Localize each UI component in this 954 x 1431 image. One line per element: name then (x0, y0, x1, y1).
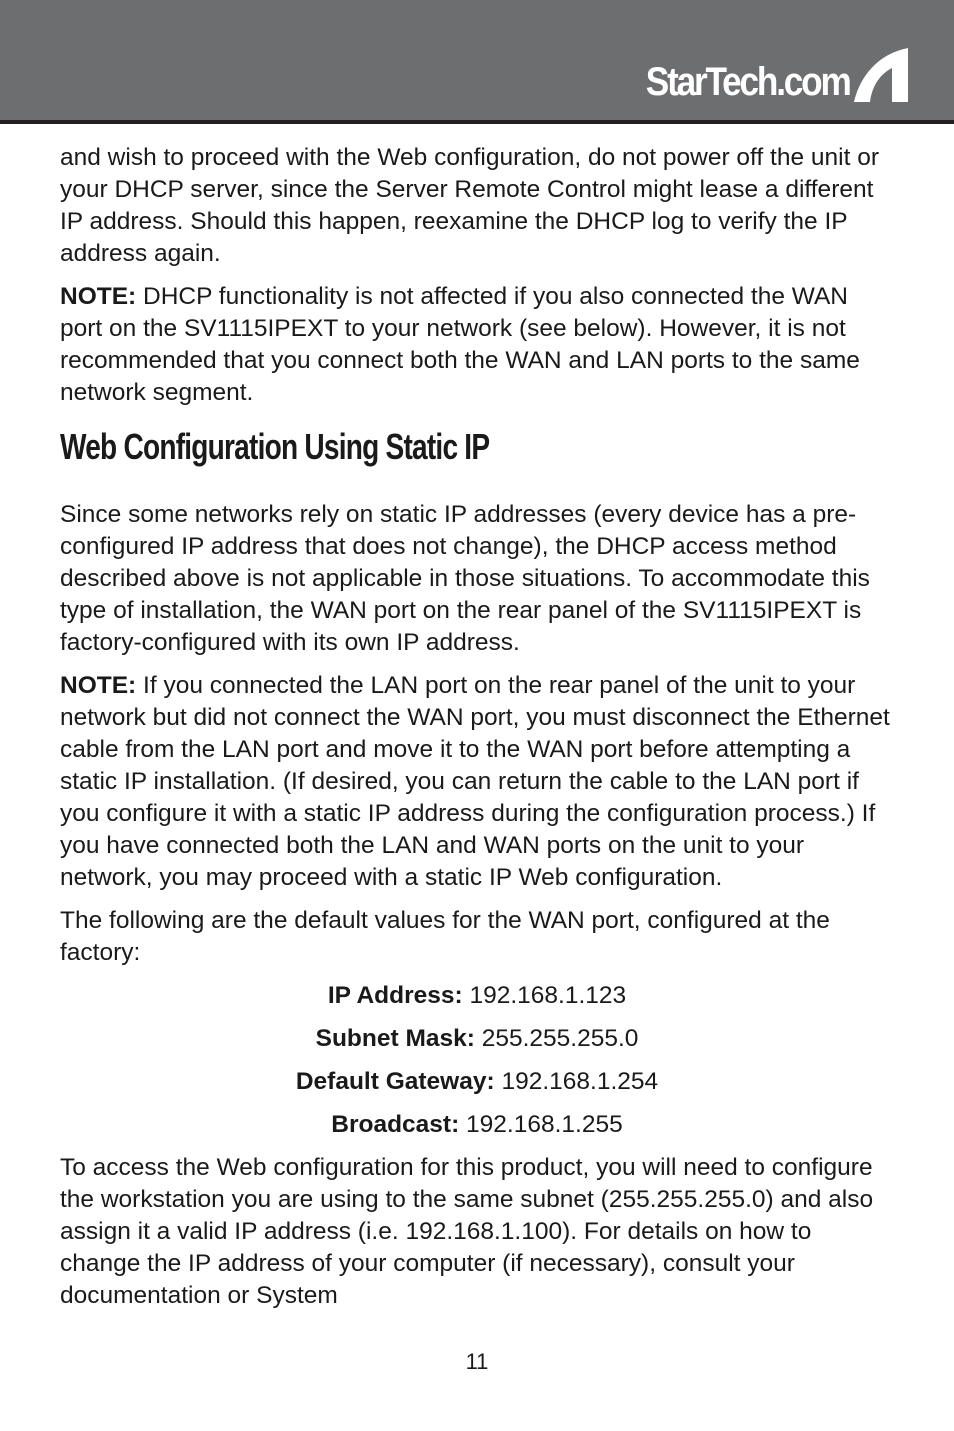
default-value: 192.168.1.255 (459, 1111, 623, 1138)
logo-text: StarTech.com (646, 60, 850, 104)
note-static-ip (60, 670, 894, 894)
note-label: NOTE: (60, 672, 137, 699)
default-value: 192.168.1.123 (462, 982, 627, 1009)
page-content (60, 142, 894, 1323)
paragraph-dhcp-continued: and wish to proceed with the Web configuration, do not power off the unit or your DHCP server, since the Server Remote Control might lease a different IP address. Should this happen, reexamine the DHCP log to verify the IP address again. (60, 144, 879, 267)
note-text: DHCP functionality is not affected if you also connected the WAN port on the SV1115IPEXT to your network (see below). However, it is not recommended that you connect both the WAN and LAN ports to the same network segment. (60, 283, 860, 406)
note-text: If you connected the LAN port on the rear panel of the unit to your network but did not connect the WAN port, you must disconnect the Ethernet cable from the LAN port and move it to the WAN port before attempting a static IP installation. (If desired, you can return the cable to the LAN port if you configure it with a static IP address during the configuration process.) If you have connected both the LAN and WAN ports on the unit to your network, you may proceed with a static IP Web configuration. (60, 672, 890, 891)
default-ip-address (60, 980, 894, 1012)
paragraph-access-web-config: To access the Web configuration for this product, you will need to configure the workstation you are using to the same subnet (255.255.255.0) and also assign it a valid IP address (i.e. 192.168.1.100). For details on how to change the IP address of your computer (if necessary), consult your documentation or System (60, 1154, 874, 1309)
default-broadcast (60, 1109, 894, 1141)
logo-swoosh-icon (852, 46, 910, 104)
startech-logo (618, 44, 910, 104)
note-label: NOTE: (60, 283, 137, 310)
section-heading: Web Configuration Using Static IP (60, 426, 490, 467)
default-label: Default Gateway: (295, 1068, 495, 1095)
header-rule (0, 120, 954, 124)
paragraph-static-ip: Since some networks rely on static IP addresses (every device has a pre-configured IP address that does not change), the DHCP access method described above is not applicable in those situations. To accommodate this type of installation, the WAN port on the rear panel of the SV1115IPEXT is factory-configured with its own IP address. (60, 501, 870, 656)
default-label: Subnet Mask: (315, 1025, 475, 1052)
default-label: Broadcast: (331, 1111, 460, 1138)
default-subnet-mask (60, 1023, 894, 1055)
paragraph-defaults-intro: The following are the default values for the WAN port, configured at the factory: (60, 907, 830, 966)
default-gateway (60, 1066, 894, 1098)
note-dhcp (60, 281, 894, 409)
default-value: 192.168.1.254 (494, 1068, 659, 1095)
default-label: IP Address: (327, 982, 463, 1009)
default-value: 255.255.255.0 (474, 1025, 639, 1052)
page-number: 11 (465, 1349, 489, 1374)
